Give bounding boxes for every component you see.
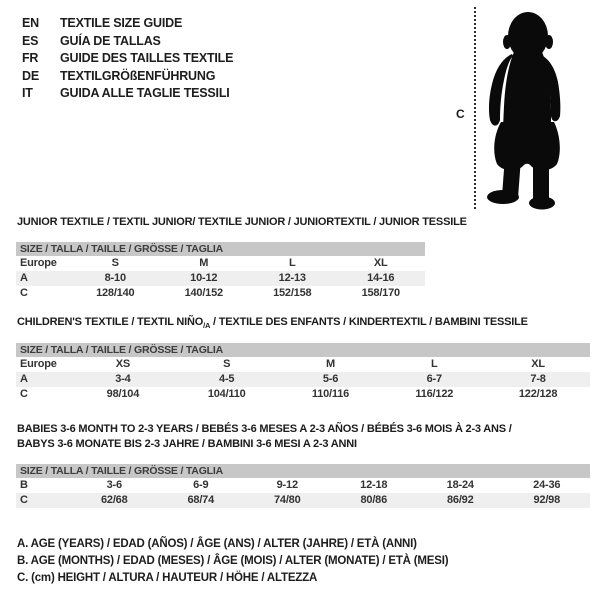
lang-code: FR [22,51,39,66]
lang-label: GUÍA DE TALLAS [60,33,161,48]
value-cell: 68/74 [187,494,215,506]
row-label: Europe [20,257,57,269]
row-label: C [20,388,28,400]
babies-size-table [16,464,590,508]
table-row-age-years [16,271,425,286]
value-cell: 116/122 [415,388,454,400]
children-size-header-bar: SIZE / TALLA / TAILLE / GRÖSSE / TAGLIA [16,343,590,357]
junior-section-title: JUNIOR TEXTILE / TEXTIL JUNIOR/ TEXTILE JUNIOR / JUNIORTEXTIL / JUNIOR TESSILE [17,216,467,228]
value-cell: 12-13 [278,272,306,284]
value-cell: 18-24 [446,479,474,491]
size-cell: XS [115,358,131,370]
children-title-subscript: /A [203,321,211,331]
lang-label: GUIDA ALLE TAGLIE TESSILI [60,86,230,101]
size-cell: S [223,358,231,370]
language-title-list [22,15,233,103]
value-cell: 3-6 [106,479,122,491]
row-label: Europe [20,358,57,370]
value-cell: 98/104 [106,388,140,400]
lang-label: TEXTILE SIZE GUIDE [60,16,183,30]
value-cell: 8-10 [104,272,126,284]
height-measure-dotted-line [474,7,476,209]
row-label: C [20,287,28,299]
value-cell: 122/128 [518,388,558,400]
value-cell: 74/80 [273,494,301,506]
size-cell: L [288,257,296,269]
value-cell: 5-6 [322,373,339,385]
babies-title-line1: BABIES 3-6 MONTH TO 2-3 YEARS / BEBÉS 3-6 MESES A 2-3 AÑOS / BÉBÉS 3-6 MOIS À 2-3 ANS / [17,423,512,435]
value-cell: 9-12 [276,479,298,491]
row-label: B [20,479,28,491]
legend-line-a: A. AGE (YEARS) / EDAD (AÑOS) / ÂGE (ANS) / ALTER (JAHRE) / ETÀ (ANNI) [17,538,417,550]
row-label: A [20,272,28,284]
value-cell: 140/152 [184,287,223,299]
value-cell: 158/170 [361,287,400,299]
value-cell: 6-9 [193,479,209,491]
legend-line-c: C. (cm) HEIGHT / ALTURA / HAUTEUR / HÖHE / ALTEZZA [17,572,318,584]
value-cell: 4-5 [219,373,235,385]
babies-section-title [17,422,512,452]
lang-code: ES [22,33,39,48]
value-cell: 128/140 [96,287,135,299]
row-label: A [20,373,28,385]
size-cell: M [199,257,209,269]
value-cell: 7-8 [530,373,546,385]
value-cell: 24-36 [533,479,561,491]
toddler-silhouette-image [481,6,573,212]
measurement-legend [17,536,448,587]
value-cell: 152/158 [273,287,312,299]
size-cell: XL [373,257,388,269]
babies-title-line2: BABYS 3-6 MONATE BIS 2-3 JAHRE / BAMBINI 3-6 MESI A 2-3 ANNI [17,438,357,450]
value-cell: 6-7 [426,373,442,385]
size-cell: XL [531,358,545,370]
value-cell: 62/68 [100,494,128,506]
size-cell: S [111,257,119,269]
children-title-text: / TEXTILE DES ENFANTS / KINDERTEXTIL / BAMBINI TESSILE [210,316,528,328]
value-cell: 14-16 [367,272,395,284]
size-cell: M [326,358,335,370]
row-label: C [20,494,28,506]
table-row-height-cm [16,387,590,402]
table-row-age-years [16,372,590,387]
table-row-age-months [16,478,590,493]
value-cell: 3-4 [115,373,131,385]
lang-code: EN [22,16,39,30]
value-cell: 110/116 [311,388,350,400]
junior-size-header-bar: SIZE / TALLA / TAILLE / GRÖSSE / TAGLIA [16,242,425,256]
value-cell: 10-12 [190,272,218,284]
value-cell: 104/110 [207,388,246,400]
lang-label: TEXTILGRÖßENFÜHRUNG [60,68,216,83]
lang-label: GUIDE DES TAILLES TEXTILE [60,51,234,66]
value-cell: 12-18 [360,479,388,491]
value-cell: 80/86 [360,494,388,506]
children-title-text: CHILDREN'S TEXTILE / TEXTIL NIÑO [17,316,204,328]
children-section-title [17,316,528,330]
lang-code: DE [22,68,39,83]
children-size-table [16,343,590,402]
table-row-europe [16,357,590,372]
junior-size-table [16,242,425,301]
value-cell: 86/92 [446,494,474,506]
height-measure-label: C [456,107,465,121]
lang-code: IT [22,86,33,101]
legend-line-b: B. AGE (MONTHS) / EDAD (MESES) / ÂGE (MOIS) / ALTER (MONATE) / ETÀ (MESI) [17,555,449,567]
value-cell: 92/98 [533,494,561,506]
size-cell: L [431,358,438,370]
table-row-height-cm [16,286,425,301]
table-row-europe [16,256,425,271]
table-row-height-cm [16,493,590,508]
babies-size-header-bar: SIZE / TALLA / TAILLE / GRÖSSE / TAGLIA [16,464,590,478]
